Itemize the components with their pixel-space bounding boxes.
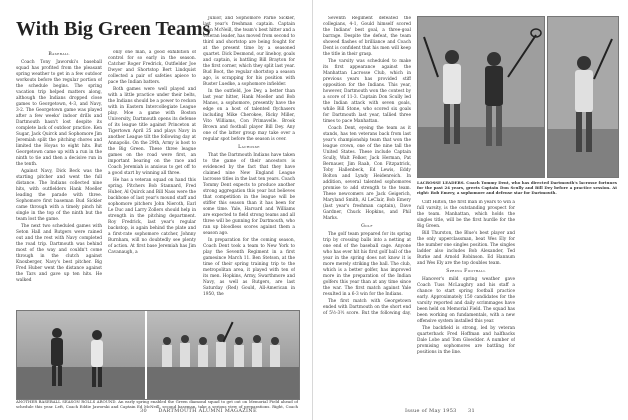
issue-date: Issue of May 1953 xyxy=(405,408,457,414)
paragraph: Cliff Hilton, the first man in years to win a full varsity, is the outstanding prospect for the team. Manhattan, which holds the singles title, will be the first hurdle for the Big Green. xyxy=(417,200,515,229)
article-column-1 xyxy=(16,50,102,310)
article-column-5 xyxy=(417,200,515,400)
baseball-photo-image xyxy=(17,311,299,399)
article-column-4 xyxy=(323,16,411,316)
lacrosse-player-photo xyxy=(547,16,619,178)
paragraph: That the Dartmouth Indians have taken to the game of their ancestors is evidenced by the fact that they have claimed nine New England League lacrosse titles in the last ten years. Coach Tommy Dent expects to produce another strong aggregation this year but believes that competition in the league will be stiffer this season than it has been for some time. Yale, Harvard and Williams are expected to field strong teams and all three will be gunning for Dartmouth, who ran up bloodless scores against them a season ago. xyxy=(203,153,295,236)
page-number: 31 xyxy=(468,408,475,414)
article-column-3 xyxy=(203,16,295,310)
title-text: With Big Green Teams xyxy=(16,18,211,40)
paragraph: Coach Dent, eyeing the team as it stands, has ten veterans back from last year's championship team that won the league crown, one of the nine tall the United States. These include Captain Scully, Walt Felker, Jack Herman, Pat Bernauer, Jim Raab, Con Fitzpatrick, Toby Hallenbeck, Ed Lewis, Eddy Bolton and Lyndy Heidenreich. In addition, several talented sophomores promise to add strength to the team. These newcomers are Jack Geigerich, Maryland Smith, Al LeClair, Bob Emery (last year's freshman captain), Dave Gardner, Chuck Hopkins, and Phil Marks. xyxy=(323,126,411,221)
paragraph: Seventh Regiment defeated the collegians, 4-1, Gould himself scored the Indians' best goal, a three-goal barrage. Despite the defeat, the team showed flashes of brilliance and Coach Dent is confident that his men will keep the title in their grasp. xyxy=(323,16,411,57)
paragraph: Junior, and Sophomore Parke Sickler, last year's freshman captain. Captain John McNeill, the team's best hitter and a veteran leader, has moved from second to third and shortstop are being fought for at the present time by a seasoned quartet. Dick Desmond, our lineboy, goals and captain, is battling Bill Brayton for the first corner, which they split last year. Bud Boot, the regular shortstop a season ago, is scrapping for his position with Buster Luedke, a sophomore infielder. xyxy=(203,16,295,87)
page-number: 30 xyxy=(140,408,147,414)
paragraph: only one man, a good exhibition of control for so early in the season. Catcher Roger Fredrick, Outfielder Joe Dwyer and Shortstop Bert Lindquist collected a pair of safeties apiece to pace the Indian batters. xyxy=(108,50,196,85)
lacrosse-player-image xyxy=(548,17,618,177)
paragraph: Both games were well played and with a little practice under their belts, the Indians should be a power to reckon with in Eastern Intercollegiate League play. Moe a game with Boston University, Dartmouth opens its defense of its league title against Princeton at Tigertown April 25 and plays Navy in another League tilt the following day at Annapolis. On the 29th, Army is host to the Big Green. These three league games on the road were first, an important bearing on the race and Coach Jeremiah is anxious to get off to a good start by winning all three. xyxy=(108,87,196,176)
lacrosse-caption: LACROSSE LEADERS. Coach Tommy Dent, who has directed Dartmouth's lacrosse fortunes for the past 24 years, greets Captain Don Scully and Bill Dey before a practice session. At right: Bob Emery, a sophomore and defense star for Dartmouth. xyxy=(417,180,617,195)
page-footer xyxy=(140,408,257,414)
baseball-photo xyxy=(16,310,300,400)
page-title xyxy=(16,18,210,41)
paragraph: Against Navy, Dick Beck was the starting pitcher and went the full distance. The Indians collected nine hits, with outfielders Hank Moeller leading the parade with three. Sophomore first baseman Bud Sickler came through with a timely pinch hit single in the top of the ninth but the team lost the game. xyxy=(16,169,102,222)
page-footer-right xyxy=(405,408,475,414)
lacrosse-photo xyxy=(417,16,545,178)
paragraph: Coach Tony Jaworski's baseball squad has profited from the pleasant spring weather to get in a few outdoor workouts before the regular portion of the schedule begins. The spring vacation trip helped matters along, although the Indians dropped close games to Georgetown, 4-3, and Navy, 3-2. The Georgetown game was played after a few weeks' indoor drills and Dartmouth hasn't lost despite its complete lack of outdoor practice. Ken Sugar, Jack Quirck and Sophomore Jim Jeremiah split the pitching chores and limited the Hoyas to eight hits. But Georgetown came up with a run in the ninth to tie and then a decisive run in the tenth. xyxy=(16,60,102,167)
left-page xyxy=(0,0,313,420)
paragraph: The next two scheduled games with Seton Hall and Rutgers were rained out and the rest with Navy completed the road trip. Dartmouth was behind most of the way and couldn't come through in the clutch against Knoxberger, Navy's best pitcher. Big Fred Huber went the distance against the Tars and gave up ten hits. He walked xyxy=(16,224,102,283)
section-heading: Golf xyxy=(361,224,373,229)
paragraph: He has a veteran squad on hand this spring. Pitchers Bob Stannard, Fred Huber, Al Quirck and Bill Nass were the backbone of last year's mound staff and sophomore pitchers John Nieroth, Earl Le Duc and Larry Zollers should help in strength in the pitching department. Roy Fredrick, last year's regular backstop, is again behind the plate and a first-rate sophomore catcher, Johnny Burnham, will no doubtedly see plenty of action. At first base Jeremiah has Jim Cavanaugh, a xyxy=(108,178,196,255)
paragraph: Hanover's mild spring weather gave Coach Tuss McLaughry and his staff a chance to start spring football practice early. Approximately 150 candidates for the varsity reported and daily scrimmages have been held on Memorial Field. The squad has been working on fundamentals, with a new offensive system installed this year. xyxy=(417,277,515,324)
magazine-name: DARTMOUTH ALUMNI MAGAZINE xyxy=(158,408,257,414)
right-page xyxy=(313,0,628,420)
paragraph: In preparation for the coming season, Coach Dent took a team to New York to play the Seventh Regiment in a first gamesince March 11. Ben Stetson, at the time of their spring training trip to the metropolitan area, it played with ten of its men. Hopkins, Army, Swarthmore and Navy, as well as Rutgers, are last Saturday (Red) Gould, All-American in 1950, the xyxy=(203,238,295,297)
section-heading: Lacrosse xyxy=(238,145,260,150)
paragraph: In the outfield, Joe Dey, a better than last year hitter, Hank Moeller and Bob Manos, a sophomore, presently have the edge on a host of talented flychasers including Mike Cherokee, Ricky Miller, Vito Williams, Con Primavelle. Brook Brown and football player Bill Dey. Any one of the latter group may take over a regular spot before the season is over. xyxy=(203,89,295,142)
paragraph: The first match with Georgetown ended with Dartmouth on the short end of 5½-3½ score. But the following day, xyxy=(323,299,411,316)
article-column-2 xyxy=(108,50,196,310)
paragraph: The backfield is strong, led by veteran quarterback Fred Hoffman and halfbacks Dale Lobe and Tom Gloeckler. A number of promising sophomores are battling for positions in the line. xyxy=(417,326,515,355)
paragraph: Bill Thurston, the Blue's best player and the only upperclassman, beat Wes Ely for the number one singles position. The singles ladder also includes Bob Alexander, Ted Burke and Arnold Robinson. Ed Hannum and Wes Ely are the top doubles team. xyxy=(417,231,515,266)
section-heading: Spring Football xyxy=(446,269,486,274)
paragraph: The varsity was scheduled to make its first appearance against the Manhattan Lacrosse Club, which in previous years has provided stiff opposition for the Indians. This year, however, Dartmouth won the contest by a score of 11-3. Captain Don Scully led the Indian attack with seven goals, while Bill Stone, who scored six goals for Dartmouth last year, tallied three times to pace Manhattan. xyxy=(323,59,411,124)
paragraph: The golf team prepared for its spring trip by crossing balls into a netting at one end of the baseball cage. Anyone who has ever hit his first golf ball of the year in the spring does not know it is more merely striking the ball. The club, which is a better golfer, has improved more in the preparation of the Indian golfers this year than at any time since the war. The first match against Yale resulted in a 6-3 win for the Indians. xyxy=(323,232,411,297)
photo-caption: ANOTHER BASEBALL SEASON ROLLS AROUND. An early spring enabled the Green diamond squad to get out on Memorial Field ahead of schedule this year. Left, Coach Eddie Jaworski and Captain Ed McNeill, second baseman, take a serious view of preparations. Right, Coach xyxy=(16,399,298,409)
section-heading: Baseball xyxy=(48,52,70,57)
lacrosse-photo-image xyxy=(418,17,544,177)
